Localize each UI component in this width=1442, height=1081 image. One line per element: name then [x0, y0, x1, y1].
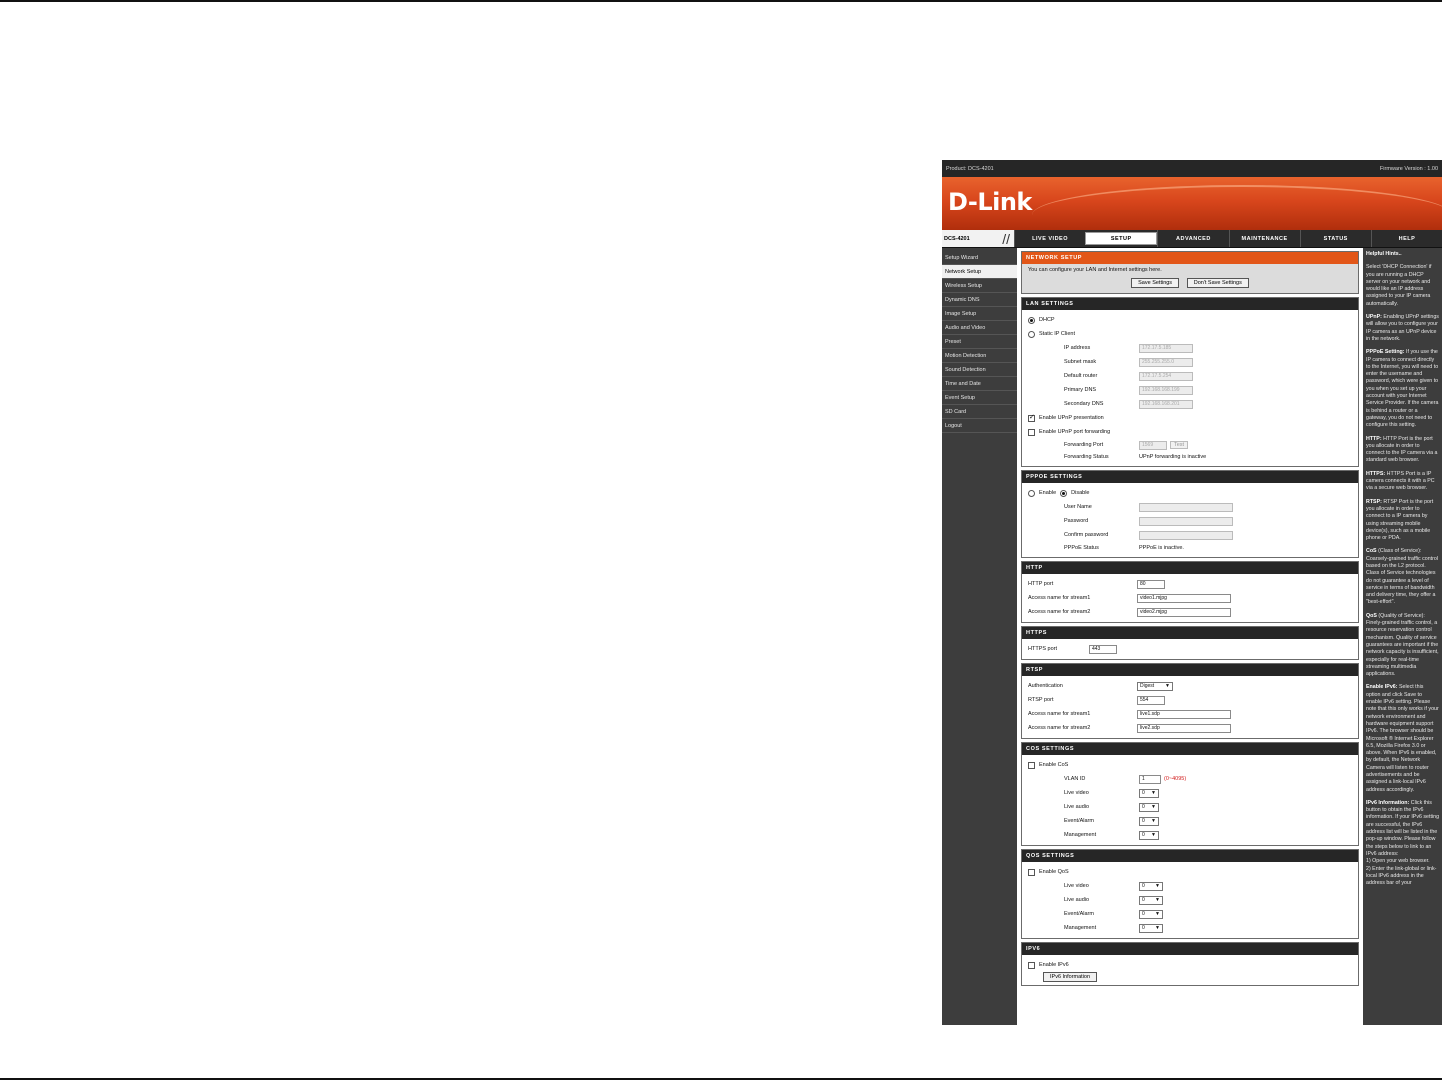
panel-title: COS SETTINGS [1022, 743, 1358, 755]
chevron-down-icon: ▼ [1151, 804, 1156, 810]
sidebar-item-logout[interactable]: Logout [942, 419, 1017, 433]
cos-live-audio-select[interactable]: 0 ▼ [1139, 803, 1159, 812]
upnp-forwarding-checkbox[interactable] [1028, 429, 1035, 436]
pppoe-settings-panel: PPPOE SETTINGS Enable Disable User Name Password Confirm password PPPoE Status PPPoE is inactive. [1021, 470, 1359, 558]
hint-upnp: Enabling UPnP settings will allow you to configure your IP camera as an UPnP device in the network. [1366, 314, 1439, 342]
firmware-label: Firmware Version : 1.00 [1379, 165, 1438, 172]
page-top-rule [0, 0, 1442, 2]
helpful-hints-panel: Helpful Hints.. Select 'DHCP Connection' if you are running a DHCP server on your network and would like an IP address assigned to your IP camera automatically. UPnP: Enabling UPnP settings will allow you to configure your IP camera as an UPnP device in the network. PPPoE Setting: If you use the IP camera to connect directly to the Internet, you will need to enter the username and password, which were given to you when you set up your account with your Internet Service Provider. If the camera is behind a router or a gateway, you do not need to configure this setting. HTTP: HTTP Port is the port you allocate in order to connect to the IP camera via a standard web browser. HTTPS: HTTPS Port is a IP camera connects it with a PC via a secure web browser. RTSP: RTSP Port is the port you allocate in order to connect to a IP camera by using streaming mobile device(s), such as a mobile phone or PDA. CoS (Class of Service): Coarsely-grained traffic control based on the L2 protocol. Class of Service technologies do not guarantee a level of service in terms of bandwidth and delivery time, they offer a "best-effort". QoS (Quality of Service): Finely-grained traffic control, a resource reservation control mechanism. Quality of service guarantees are important if the network capacity is insufficient, especially for real-time streaming multimedia applications. Enable IPv6: Select this option and click Save to enable IPv6 setting. Please note that this only works if your network environment and hardware equipment support IPv6. The browser should be Microsoft ® Internet Explorer 6.5, Mozilla Firefox 3.0 or above. When IPv6 is enabled, by default, the Network Camera will listen to router advertisements and be assigned a link-local IPv6 address accordingly. IPv6 Information: Click this button to obtain the IPv6 information. If your IPv6 setting are successful, the IPv6 address list will be listed in the pop-up window. Please follow the steps below to link to an IPv6 address: 1) Open your web browser. 2) Enter the link-global or link-local IPv6 address in the address bar of your [1363, 248, 1442, 1025]
ip-address-field[interactable]: 172.17.5.185 [1139, 344, 1193, 353]
dhcp-radio[interactable] [1028, 317, 1035, 324]
sidebar-item-sound-detection[interactable]: Sound Detection [942, 363, 1017, 377]
vlan-id-field[interactable]: 1 [1139, 775, 1161, 784]
pppoe-confirm-password-field[interactable] [1139, 531, 1233, 540]
https-panel: HTTPS HTTPS port 443 [1021, 626, 1359, 660]
model-label: DCS-4201 // [942, 230, 1014, 247]
qos-live-video-select[interactable]: 0 ▼ [1139, 882, 1163, 891]
rtsp-authentication-select[interactable]: Digest ▼ [1137, 682, 1173, 691]
sidebar-item-audio-video[interactable]: Audio and Video [942, 321, 1017, 335]
panel-title: LAN SETTINGS [1022, 298, 1358, 310]
hint-rtsp: RTSP Port is the port you allocate in order to connect to a IP camera by using streaming mobile device(s), such as a mobile phone or PDA. [1366, 498, 1434, 542]
qos-live-audio-select[interactable]: 0 ▼ [1139, 896, 1163, 905]
secondary-dns-field[interactable]: 192.168.168.201 [1139, 400, 1193, 409]
sidebar-item-network-setup[interactable]: Network Setup [942, 265, 1017, 279]
hint-https: HTTPS Port is a IP camera connects it with a PC via a secure web browser. [1366, 470, 1435, 492]
panel-title: QOS SETTINGS [1022, 850, 1358, 862]
page-bottom-rule [0, 1078, 1442, 1080]
sidebar-item-event-setup[interactable]: Event Setup [942, 391, 1017, 405]
divider-slashes-icon: // [1002, 231, 1010, 247]
settings-content [1017, 248, 1363, 1025]
sidebar-item-motion-detection[interactable]: Motion Detection [942, 349, 1017, 363]
forwarding-status-value: UPnP forwarding is inactive [1139, 454, 1207, 460]
http-stream1-field[interactable]: video1.mjpg [1137, 594, 1231, 603]
sidebar-item-preset[interactable]: Preset [942, 335, 1017, 349]
hint-dhcp: Select 'DHCP Connection' if you are running a DHCP server on your network and would like an IP address assigned to your IP camera automatically. [1366, 264, 1432, 307]
pppoe-enable-radio[interactable] [1028, 490, 1035, 497]
vlan-range-hint: (0~4095) [1164, 776, 1187, 782]
panel-title: HTTPS [1022, 627, 1358, 639]
product-info-bar [942, 160, 1442, 177]
hint-http: HTTP Port is the port you allocate in order to connect to the IP camera via a standard web browser. [1366, 435, 1438, 464]
subnet-mask-field[interactable]: 255.255.255.0 [1139, 358, 1193, 367]
dlink-banner [942, 177, 1442, 230]
http-panel: HTTP HTTP port 80 Access name for stream1 video1.mjpg Access name for stream2 video2.mjpg [1021, 561, 1359, 623]
test-button[interactable]: Test [1170, 441, 1188, 449]
hint-cos: (Class of Service): Coarsely-grained traffic control based on the L2 protocol. Class of Service technologies do not guarantee a level of service in terms of bandwidth and delivery time, they offer a "best-effort". [1366, 548, 1439, 606]
hint-ipv6: Select this option and click Save to enable IPv6 setting. Please note that this only works if your network environment and hardware equipment support IPv6. The browser should be Microsoft ® Internet Explorer 6.5, Mozilla Firefox 3.0 or above. When IPv6 is enabled, by default, the Network Camera will listen to router advertisements and be assigned a link-local IPv6 address accordingly. [1366, 684, 1439, 793]
dont-save-settings-button[interactable]: Don't Save Settings [1187, 278, 1249, 288]
save-settings-button[interactable]: Save Settings [1131, 278, 1179, 288]
panel-title: NETWORK SETUP [1022, 252, 1358, 264]
sidebar-item-wireless-setup[interactable]: Wireless Setup [942, 279, 1017, 293]
rtsp-stream1-field[interactable]: live1.sdp [1137, 710, 1231, 719]
pppoe-password-field[interactable] [1139, 517, 1233, 526]
hint-pppoe: If you use the IP camera to connect directly to the Internet, you will need to enter the username and password, which were given to you when you set up your account with your Internet Service Provider. If the camera is behind a router or a gateway, you do not need to configure this setting. [1366, 349, 1439, 429]
ipv6-panel: IPV6 Enable IPv6 IPv6 Information [1021, 942, 1359, 986]
tab-status[interactable]: STATUS [1300, 230, 1371, 247]
https-port-field[interactable]: 443 [1089, 645, 1117, 654]
cos-settings-panel: COS SETTINGS Enable CoS VLAN ID 1 (0~4095) Live video 0 ▼ Live audio 0 ▼ Event/Alarm 0 ▼ Management 0 ▼ [1021, 742, 1359, 846]
chevron-down-icon: ▼ [1155, 897, 1160, 903]
primary-dns-field[interactable]: 192.168.168.199 [1139, 386, 1193, 395]
static-ip-radio[interactable] [1028, 331, 1035, 338]
tab-live-video[interactable]: LIVE VIDEO [1014, 230, 1085, 247]
panel-title: IPV6 [1022, 943, 1358, 955]
qos-settings-panel: QOS SETTINGS Enable QoS Live video 0 ▼ Live audio 0 ▼ Event/Alarm 0 ▼ Management 0 ▼ [1021, 849, 1359, 939]
sidebar [942, 248, 1017, 1025]
qos-management-select[interactable]: 0 ▼ [1139, 924, 1163, 933]
panel-title: HTTP [1022, 562, 1358, 574]
cos-management-select[interactable]: 0 ▼ [1139, 831, 1159, 840]
hint-ipv6-info: Click this button to obtain the IPv6 information. If your IPv6 setting are successful, the IPv6 address list will be listed in the pop-up window. Please follow the steps below to link to an IPv6 address: [1366, 799, 1440, 857]
rtsp-stream2-field[interactable]: live2.sdp [1137, 724, 1231, 733]
default-router-field[interactable]: 172.17.5.254 [1139, 372, 1193, 381]
chevron-down-icon: ▼ [1165, 683, 1170, 689]
cos-live-video-select[interactable]: 0 ▼ [1139, 789, 1159, 798]
http-stream2-field[interactable]: video2.mjpg [1137, 608, 1231, 617]
enable-cos-checkbox[interactable] [1028, 762, 1035, 769]
pppoe-status-value: PPPoE is inactive. [1139, 545, 1184, 551]
dlink-logo: D-Link [948, 188, 1032, 216]
chevron-down-icon: ▼ [1155, 925, 1160, 931]
enable-ipv6-checkbox[interactable] [1028, 962, 1035, 969]
tab-help[interactable]: HELP [1371, 230, 1442, 247]
chevron-down-icon: ▼ [1155, 883, 1160, 889]
network-setup-panel [1021, 251, 1359, 294]
hint-qos: (Quality of Service): Finely-grained traffic control, a resource reservation control mechanism. Quality of service guarantees are important if the network capacity is insufficient, especially for real-time streaming multimedia applications. [1366, 612, 1439, 678]
chevron-down-icon: ▼ [1151, 790, 1156, 796]
rtsp-panel: RTSP Authentication Digest ▼ RTSP port 554 Access name for stream1 live1.sdp Access name for stream2 live2.sdp [1021, 663, 1359, 739]
panel-title: PPPOE SETTINGS [1022, 471, 1358, 483]
cos-event-select[interactable]: 0 ▼ [1139, 817, 1159, 826]
sidebar-item-image-setup[interactable]: Image Setup [942, 307, 1017, 321]
sidebar-item-dynamic-dns[interactable]: Dynamic DNS [942, 293, 1017, 307]
pppoe-username-field[interactable] [1139, 503, 1233, 512]
qos-event-select[interactable]: 0 ▼ [1139, 910, 1163, 919]
forwarding-port-field[interactable]: 1569 [1139, 441, 1167, 450]
hints-title: Helpful Hints.. [1366, 251, 1402, 257]
upnp-presentation-checkbox[interactable] [1028, 415, 1035, 422]
pppoe-disable-radio[interactable] [1060, 490, 1067, 497]
http-port-field[interactable]: 80 [1137, 580, 1165, 589]
chevron-down-icon: ▼ [1151, 832, 1156, 838]
sidebar-item-time-date[interactable]: Time and Date [942, 377, 1017, 391]
tab-setup[interactable]: SETUP [1085, 232, 1157, 245]
tab-advanced[interactable]: ADVANCED [1157, 230, 1228, 247]
camera-web-ui-screenshot [942, 160, 1442, 1025]
chevron-down-icon: ▼ [1151, 818, 1156, 824]
rtsp-port-field[interactable]: 554 [1137, 696, 1165, 705]
banner-swoosh [1032, 185, 1442, 245]
ipv6-information-button[interactable]: IPv6 Information [1043, 972, 1097, 982]
chevron-down-icon: ▼ [1155, 911, 1160, 917]
sidebar-item-sd-card[interactable]: SD Card [942, 405, 1017, 419]
enable-qos-checkbox[interactable] [1028, 869, 1035, 876]
intro-text: You can configure your LAN and Internet settings here. [1028, 267, 1162, 273]
sidebar-item-setup-wizard[interactable]: Setup Wizard [942, 251, 1017, 265]
product-label: Product: DCS-4201 [946, 165, 994, 172]
tab-maintenance[interactable]: MAINTENANCE [1229, 230, 1300, 247]
panel-title: RTSP [1022, 664, 1358, 676]
lan-settings-panel: LAN SETTINGS DHCP Static IP Client IP address 172.17.5.185 Subnet mask 255.255.255.0 Default router 172.17.5.254 Primary DNS 192.168.168.199 Secondary DNS 192.168.168.201 ✓ Enable UPnP presentation Enable UPnP port forwarding Forwarding Port 1569 Test Forwarding Status UPnP forwarding is inactive [1021, 297, 1359, 467]
